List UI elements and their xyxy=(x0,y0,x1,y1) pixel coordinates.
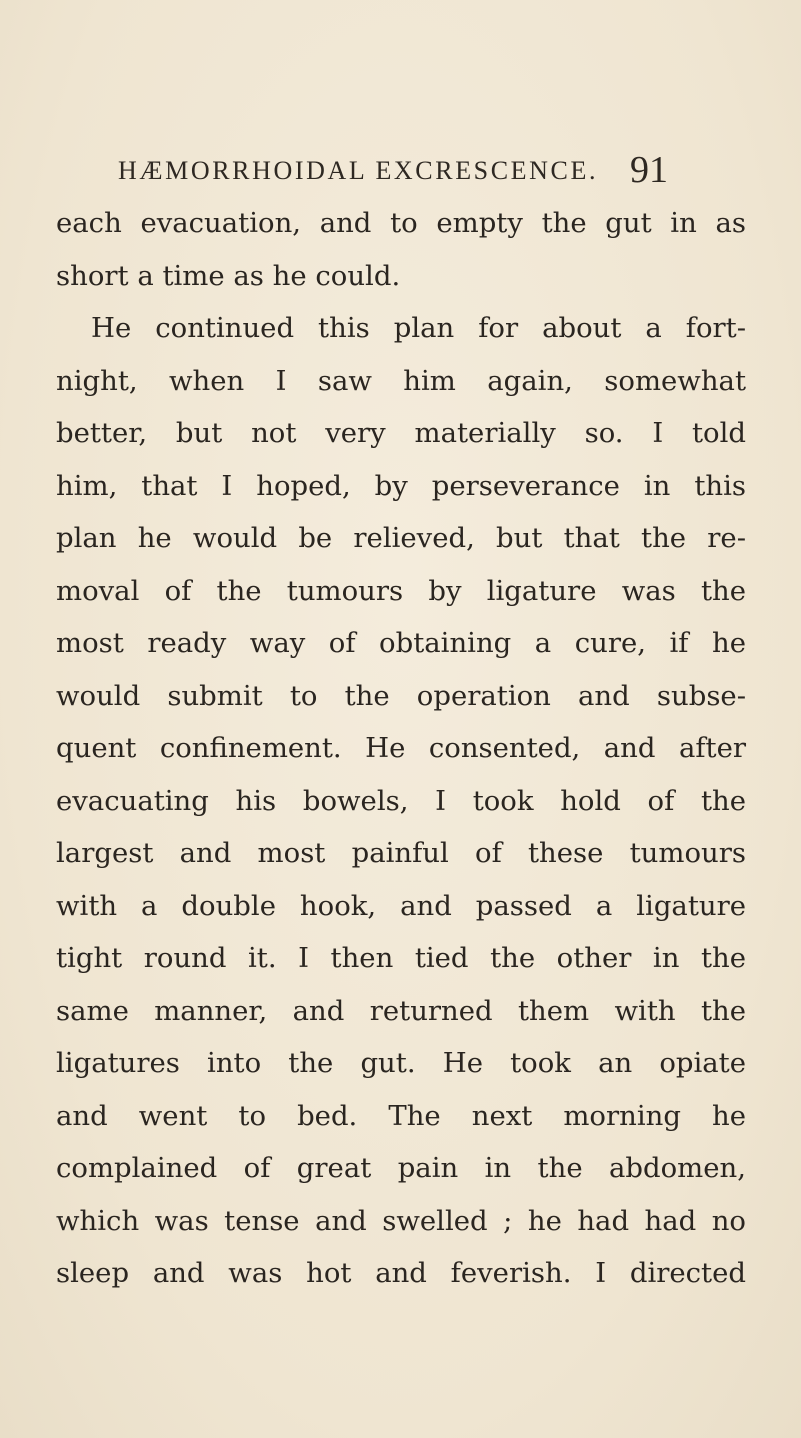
text-line: quent confinement. He consented, and after xyxy=(56,732,746,764)
text-line: better, but not very materially so. I told xyxy=(56,417,746,449)
text-line: him, that I hoped, by perseverance in this xyxy=(56,469,746,502)
text-line: each evacuation, and to empty the gut in as xyxy=(56,207,746,239)
text-line: ligatures into the gut. He took an opiate xyxy=(56,1047,746,1079)
text-line: sleep and was hot and feverish. I directed xyxy=(56,1257,746,1289)
text-line: short a time as he could. xyxy=(56,259,401,292)
body-text xyxy=(56,197,746,1300)
text-line: same manner, and returned them with the xyxy=(56,994,746,1027)
text-line: and went to bed. The next morning he xyxy=(56,1099,746,1132)
text-line: tight round it. I then tied the other in the xyxy=(56,942,746,974)
text-line: which was tense and swelled ; he had had no xyxy=(56,1204,746,1237)
text-line: He continued this plan for about a fort- xyxy=(91,312,746,344)
running-title: HÆMORRHOIDAL EXCRESCENCE. xyxy=(118,156,599,185)
text-line: night, when I saw him again, somewhat xyxy=(56,364,746,397)
text-line: evacuating his bowels, I took hold of the xyxy=(56,784,746,817)
text-line: plan he would be relieved, but that the re- xyxy=(56,522,746,554)
text-line: complained of great pain in the abdomen, xyxy=(56,1152,746,1184)
text-line: with a double hook, and passed a ligature xyxy=(56,889,746,922)
text-line: most ready way of obtaining a cure, if he xyxy=(56,627,746,659)
text-line: would submit to the operation and subse- xyxy=(56,679,746,712)
page-number: 91 xyxy=(630,149,668,191)
text-line: largest and most painful of these tumours xyxy=(56,837,746,869)
text-line: moval of the tumours by ligature was the xyxy=(56,574,746,607)
running-head xyxy=(118,148,668,192)
